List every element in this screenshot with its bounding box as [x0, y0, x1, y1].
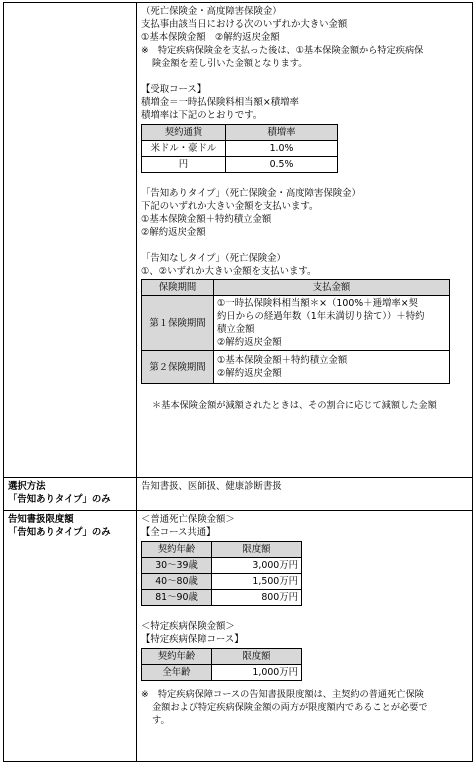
selection-method-content [137, 478, 473, 511]
table-cell: 全年齢 [142, 665, 212, 681]
table-cell: 第２保険期間 [142, 351, 214, 384]
text-line: ①基本保険金額＋特約積立金額 [217, 355, 348, 366]
section-title: ＜普通死亡保険金額＞ [141, 514, 235, 525]
text-line: 「告知なしタイプ」（死亡保険金） [141, 253, 286, 264]
table-row [142, 351, 450, 384]
note-line: 金額および特定疾病保険金額の両方が限度額内であることが必要で [152, 702, 428, 713]
table-row [142, 574, 302, 590]
text-line: 積増金＝一時払保険料相当額×積増率 [141, 97, 299, 108]
table-row [142, 296, 450, 351]
table-cell: 40～80歳 [142, 574, 212, 590]
notice-limit-row [4, 511, 473, 762]
section-title: ＜特定疾病保険金額＞ [141, 621, 235, 632]
text-line: 支払事由該当日における次のいずれか大きい金額 [141, 19, 348, 30]
notice-limit-content [137, 511, 473, 762]
text-line: ①一時払保険料相当額＊×（100%＋逓増率×契 [217, 298, 418, 309]
payout-label-cell [4, 3, 137, 478]
table-header: 保険期間 [142, 280, 214, 296]
table-header: 積増率 [226, 125, 338, 141]
table-row [142, 141, 338, 157]
table-header: 契約年齢 [142, 649, 212, 665]
text-line: ②解約返戻金額 [141, 227, 206, 238]
text-line: ①、②いずれか大きい金額を支払います。 [141, 266, 317, 277]
text-line: 積立金額 [217, 324, 255, 335]
table-header: 契約通貨 [142, 125, 226, 141]
table-cell [214, 351, 450, 384]
text-line: ①基本保険金額＋特約積立金額 [141, 214, 272, 225]
label-line: 告知書扱限度額 [8, 514, 74, 525]
selection-method-label [4, 478, 137, 511]
text-line: 下記のいずれか大きい金額を支払います。 [141, 201, 319, 212]
course-title: 【全コース共通】 [141, 527, 216, 538]
label-line: 「告知ありタイプ」のみ [8, 527, 111, 538]
table-cell: 1,500万円 [212, 574, 302, 590]
terms-table [3, 2, 473, 762]
period-table [141, 279, 450, 384]
table-header: 限度額 [212, 649, 302, 665]
note-line: ※ 特定疾病保障コースの告知書扱限度額は、主契約の普通死亡保険 [141, 689, 424, 700]
table-cell: 0.5% [226, 157, 338, 173]
text-line: 積増率は下記のとおりです。 [141, 110, 263, 121]
note-line: 険金額を差し引いた金額となります。 [152, 58, 308, 69]
footnote: ＊基本保険金額が減額されたときは、その割合に応じて減額した金額 [152, 400, 437, 411]
table-cell: 米ドル・豪ドル [142, 141, 226, 157]
rate-table [141, 124, 338, 173]
limit-table [141, 541, 302, 606]
text-line: ②解約返戻金額 [217, 368, 282, 379]
table-cell: 3,000万円 [212, 558, 302, 574]
table-header: 支払金額 [214, 280, 450, 296]
special-limit-table [141, 648, 302, 681]
payout-row [4, 3, 473, 478]
table-cell: 30～39歳 [142, 558, 212, 574]
note-line: す。 [152, 715, 170, 726]
note-line: ※ 特定疾病保険金を支払った後は、①基本保険金額から特定疾病保 [141, 45, 424, 56]
table-row [142, 665, 302, 681]
table-row [142, 590, 302, 606]
table-cell: 1.0% [226, 141, 338, 157]
receive-course-title: 【受取コース】 [141, 84, 207, 95]
table-header: 契約年齢 [142, 542, 212, 558]
label-line: 「告知ありタイプ」のみ [8, 494, 111, 505]
table-cell: 1,000万円 [212, 665, 302, 681]
table-cell: 81～90歳 [142, 590, 212, 606]
label-line: 選択方法 [8, 481, 46, 492]
text-line: 約日からの経過年数（1年未満切り捨て））＋特約 [217, 311, 425, 322]
table-cell: 800万円 [212, 590, 302, 606]
text-line: ②解約返戻金額 [217, 337, 282, 348]
table-cell [214, 296, 450, 351]
table-header: 限度額 [212, 542, 302, 558]
table-row [142, 558, 302, 574]
text-line: 「告知ありタイプ」（死亡保険金・高度障害保険金） [141, 188, 361, 199]
table-row [142, 157, 338, 173]
selection-method-row [4, 478, 473, 511]
table-cell: 第１保険期間 [142, 296, 214, 351]
table-cell: 円 [142, 157, 226, 173]
notice-limit-label [4, 511, 137, 762]
text-line: ①基本保険金額 ②解約返戻金額 [141, 32, 280, 43]
text-line: （死亡保険金・高度障害保険金） [141, 6, 282, 17]
text-line: 告知書扱、医師扱、健康診断書扱 [141, 481, 282, 492]
payout-content-cell [137, 3, 473, 478]
course-title: 【特定疾病保障コース】 [141, 634, 244, 645]
